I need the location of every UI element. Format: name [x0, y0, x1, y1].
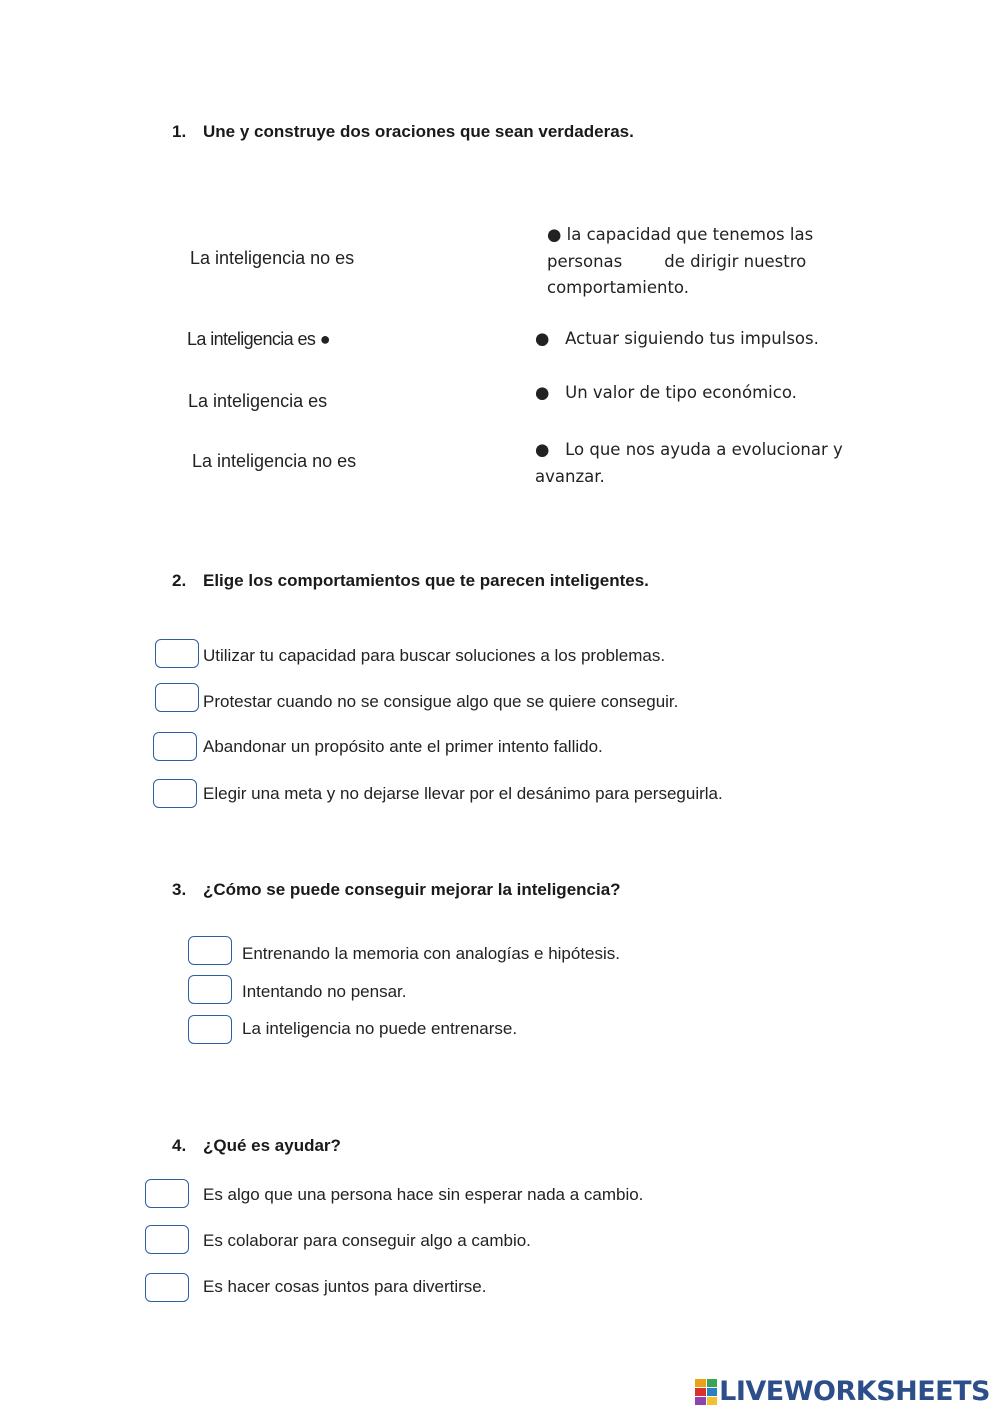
q1-right-item-3-line-1: ● Un valor de tipo económico. — [535, 383, 797, 402]
q2-option-1-checkbox[interactable] — [155, 639, 199, 668]
logo-cell-5 — [695, 1397, 706, 1405]
q2-option-4-checkbox[interactable] — [153, 779, 197, 808]
q1-right-item-1-line-1: ● la capacidad que tenemos las — [547, 225, 814, 244]
q1-right-item-4-line-1: ● Lo que nos ayuda a evolucionar y — [535, 440, 843, 459]
q3-option-1-checkbox[interactable] — [188, 936, 232, 965]
liveworksheets-logo[interactable] — [695, 1376, 990, 1407]
q3-title: ¿Cómo se puede conseguir mejorar la inteligencia? — [203, 880, 621, 899]
q4-option-1-label: Es algo que una persona hace sin esperar nada a cambio. — [203, 1185, 644, 1204]
q1-left-item-2[interactable]: La inteligencia es ● — [187, 329, 330, 349]
q3-option-2-checkbox[interactable] — [188, 975, 232, 1004]
q4-option-3-checkbox[interactable] — [145, 1273, 189, 1302]
logo-cell-1 — [695, 1379, 706, 1387]
q1-left-item-1[interactable]: La inteligencia no es — [190, 248, 355, 268]
q2-option-2-checkbox[interactable] — [155, 683, 199, 712]
q3-option-2-label: Intentando no pensar. — [242, 982, 407, 1001]
q1-right-item-2-line-1: ● Actuar siguiendo tus impulsos. — [535, 329, 819, 348]
logo-cell-4 — [707, 1388, 718, 1396]
q4-option-1-checkbox[interactable] — [145, 1179, 189, 1208]
q2-number: 2. — [172, 571, 187, 590]
q4-number: 4. — [172, 1136, 187, 1155]
q1-left-item-4[interactable]: La inteligencia no es — [192, 451, 357, 471]
q1-right-item-1-line-2: personas de dirigir nuestro — [547, 251, 807, 271]
q1-title: Une y construye dos oraciones que sean verdaderas. — [203, 122, 634, 141]
logo-cell-6 — [707, 1397, 718, 1405]
q3-option-3-label: La inteligencia no puede entrenarse. — [242, 1019, 518, 1038]
q4-option-2-checkbox[interactable] — [145, 1225, 189, 1254]
q1-number: 1. — [172, 122, 187, 141]
q4-option-2-label: Es colaborar para conseguir algo a cambio. — [203, 1231, 531, 1250]
q1-left-item-3[interactable]: La inteligencia es — [188, 391, 328, 411]
q2-option-4-label: Elegir una meta y no dejarse llevar por el desánimo para perseguirla. — [203, 784, 723, 803]
q1-right-item-3[interactable] — [535, 383, 797, 402]
liveworksheets-logo-text: LIVEWORKSHEETS — [719, 1376, 990, 1407]
q3-option-1-label: Entrenando la memoria con analogías e hipótesis. — [242, 944, 621, 963]
q1-right-item-1[interactable] — [547, 222, 813, 302]
liveworksheets-logo-icon — [695, 1379, 717, 1405]
q1-right-item-2[interactable] — [535, 329, 819, 348]
q4-title: ¿Qué es ayudar? — [203, 1136, 341, 1155]
q3-number: 3. — [172, 880, 187, 899]
q2-title: Elige los comportamientos que te parecen inteligentes. — [203, 571, 649, 590]
q1-right-item-4[interactable] — [535, 437, 843, 490]
logo-cell-2 — [707, 1379, 718, 1387]
q1-right-item-4-line-2: avanzar. — [535, 466, 605, 486]
q1-right-item-1-line-3: comportamiento. — [547, 278, 689, 297]
q4-option-3-label: Es hacer cosas juntos para divertirse. — [203, 1277, 487, 1296]
q2-option-3-label: Abandonar un propósito ante el primer intento fallido. — [203, 737, 603, 756]
q2-option-3-checkbox[interactable] — [153, 732, 197, 761]
logo-cell-3 — [695, 1388, 706, 1396]
q3-option-3-checkbox[interactable] — [188, 1015, 232, 1044]
q2-option-1-label: Utilizar tu capacidad para buscar soluciones a los problemas. — [203, 646, 666, 665]
q2-option-2-label: Protestar cuando no se consigue algo que se quiere conseguir. — [203, 692, 679, 711]
